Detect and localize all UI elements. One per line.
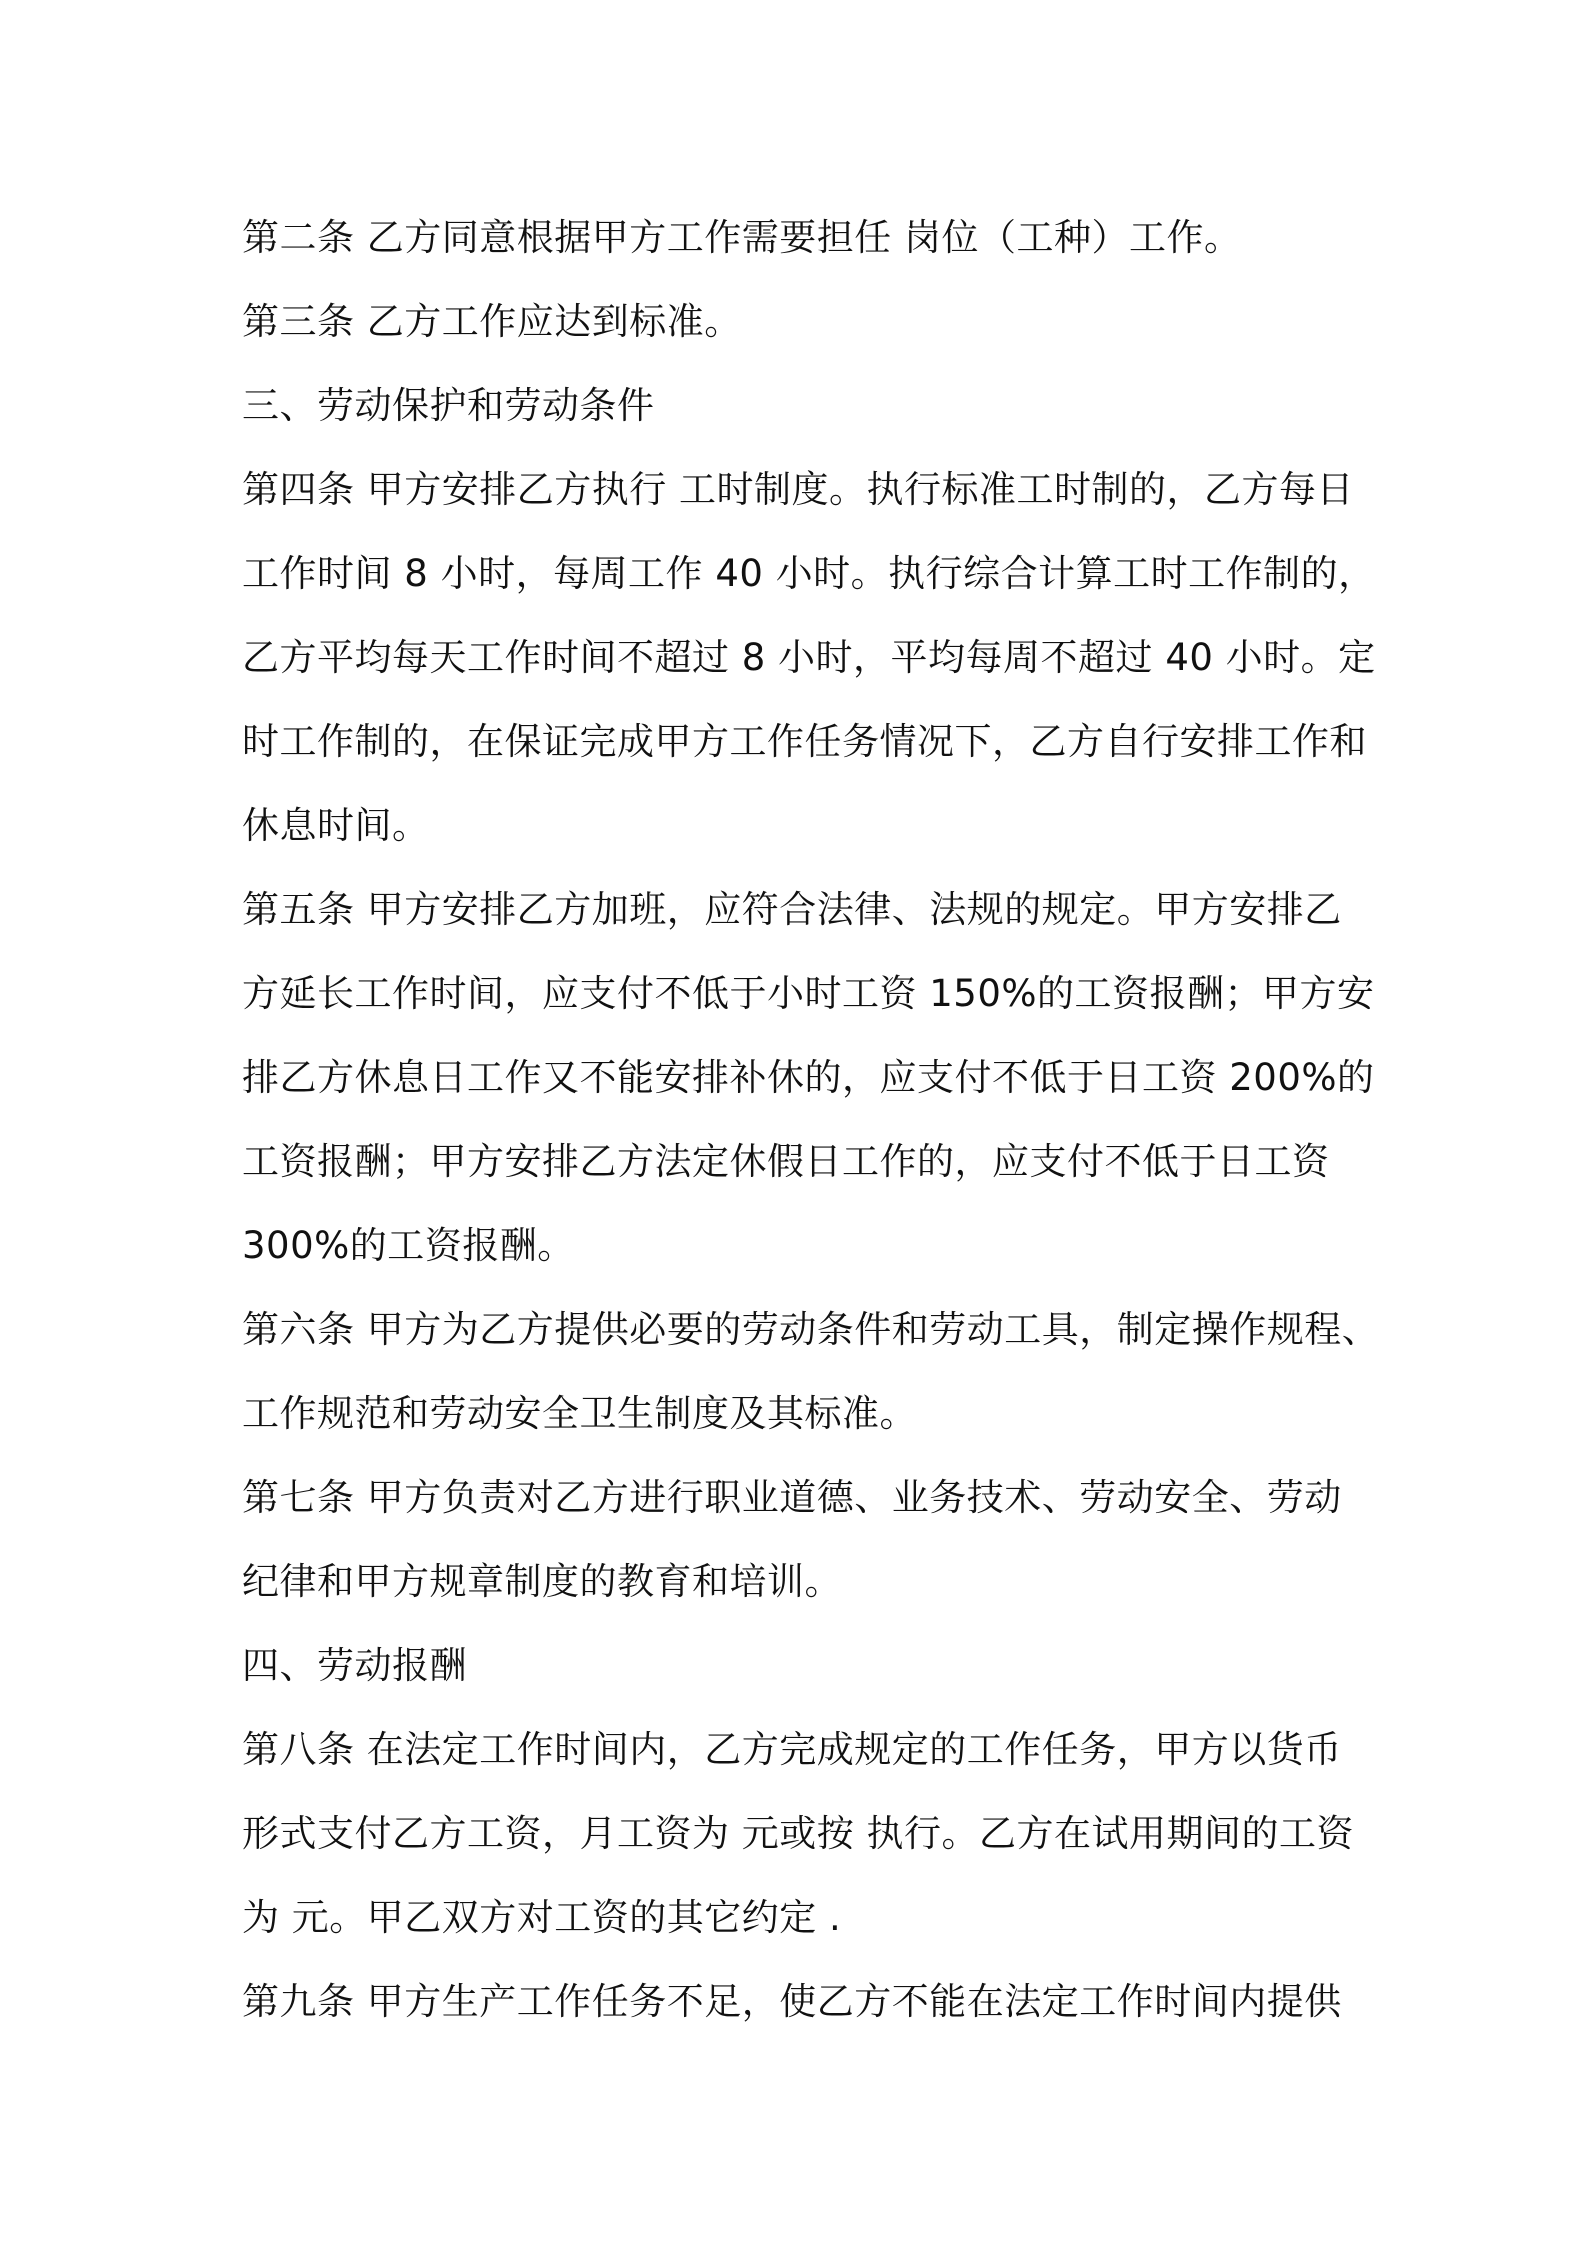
text-line: 形式支付乙方工资，月工资为 元或按 执行。乙方在试用期间的工资 bbox=[242, 1812, 1355, 1855]
text-line: 纪律和甲方规章制度的教育和培训。 bbox=[242, 1560, 842, 1603]
text-line: 方延长工作时间，应支付不低于小时工资 150%的工资报酬；甲方安 bbox=[242, 972, 1375, 1015]
text-line: 工作时间 8 小时，每周工作 40 小时。执行综合计算工时工作制的， bbox=[242, 552, 1376, 595]
text-line: 工作规范和劳动安全卫生制度及其标准。 bbox=[242, 1392, 917, 1435]
text-line: 乙方平均每天工作时间不超过 8 小时，平均每周不超过 40 小时。定 bbox=[242, 636, 1376, 679]
section-heading-labor-protection: 三、劳动保护和劳动条件 bbox=[242, 384, 655, 427]
text-line-article-9: 第九条 甲方生产工作任务不足，使乙方不能在法定工作时间内提供 bbox=[242, 1980, 1342, 2023]
document-body bbox=[242, 196, 1382, 2044]
text-line: 为 元。甲乙双方对工资的其它约定 . bbox=[242, 1896, 842, 1939]
text-line: 工资报酬；甲方安排乙方法定休假日工作的，应支付不低于日工资 bbox=[242, 1140, 1330, 1183]
text-line: 休息时间。 bbox=[242, 804, 430, 847]
text-line-article-3: 第三条 乙方工作应达到标准。 bbox=[242, 300, 742, 343]
text-line-article-7: 第七条 甲方负责对乙方进行职业道德、业务技术、劳动安全、劳动 bbox=[242, 1476, 1342, 1519]
text-line-article-8: 第八条 在法定工作时间内，乙方完成规定的工作任务，甲方以货币 bbox=[242, 1728, 1342, 1771]
text-line-article-4: 第四条 甲方安排乙方执行 工时制度。执行标准工时制的，乙方每日 bbox=[242, 468, 1355, 511]
text-line-article-5: 第五条 甲方安排乙方加班，应符合法律、法规的规定。甲方安排乙 bbox=[242, 888, 1342, 931]
text-line: 时工作制的，在保证完成甲方工作任务情况下，乙方自行安排工作和 bbox=[242, 720, 1367, 763]
text-line: 排乙方休息日工作又不能安排补休的，应支付不低于日工资 200%的 bbox=[242, 1056, 1375, 1099]
text-line-article-2: 第二条 乙方同意根据甲方工作需要担任 岗位（工种）工作。 bbox=[242, 216, 1242, 259]
text-line-article-6: 第六条 甲方为乙方提供必要的劳动条件和劳动工具，制定操作规程、 bbox=[242, 1308, 1380, 1351]
text-line: 300%的工资报酬。 bbox=[242, 1224, 575, 1267]
section-heading-remuneration: 四、劳动报酬 bbox=[242, 1644, 467, 1687]
